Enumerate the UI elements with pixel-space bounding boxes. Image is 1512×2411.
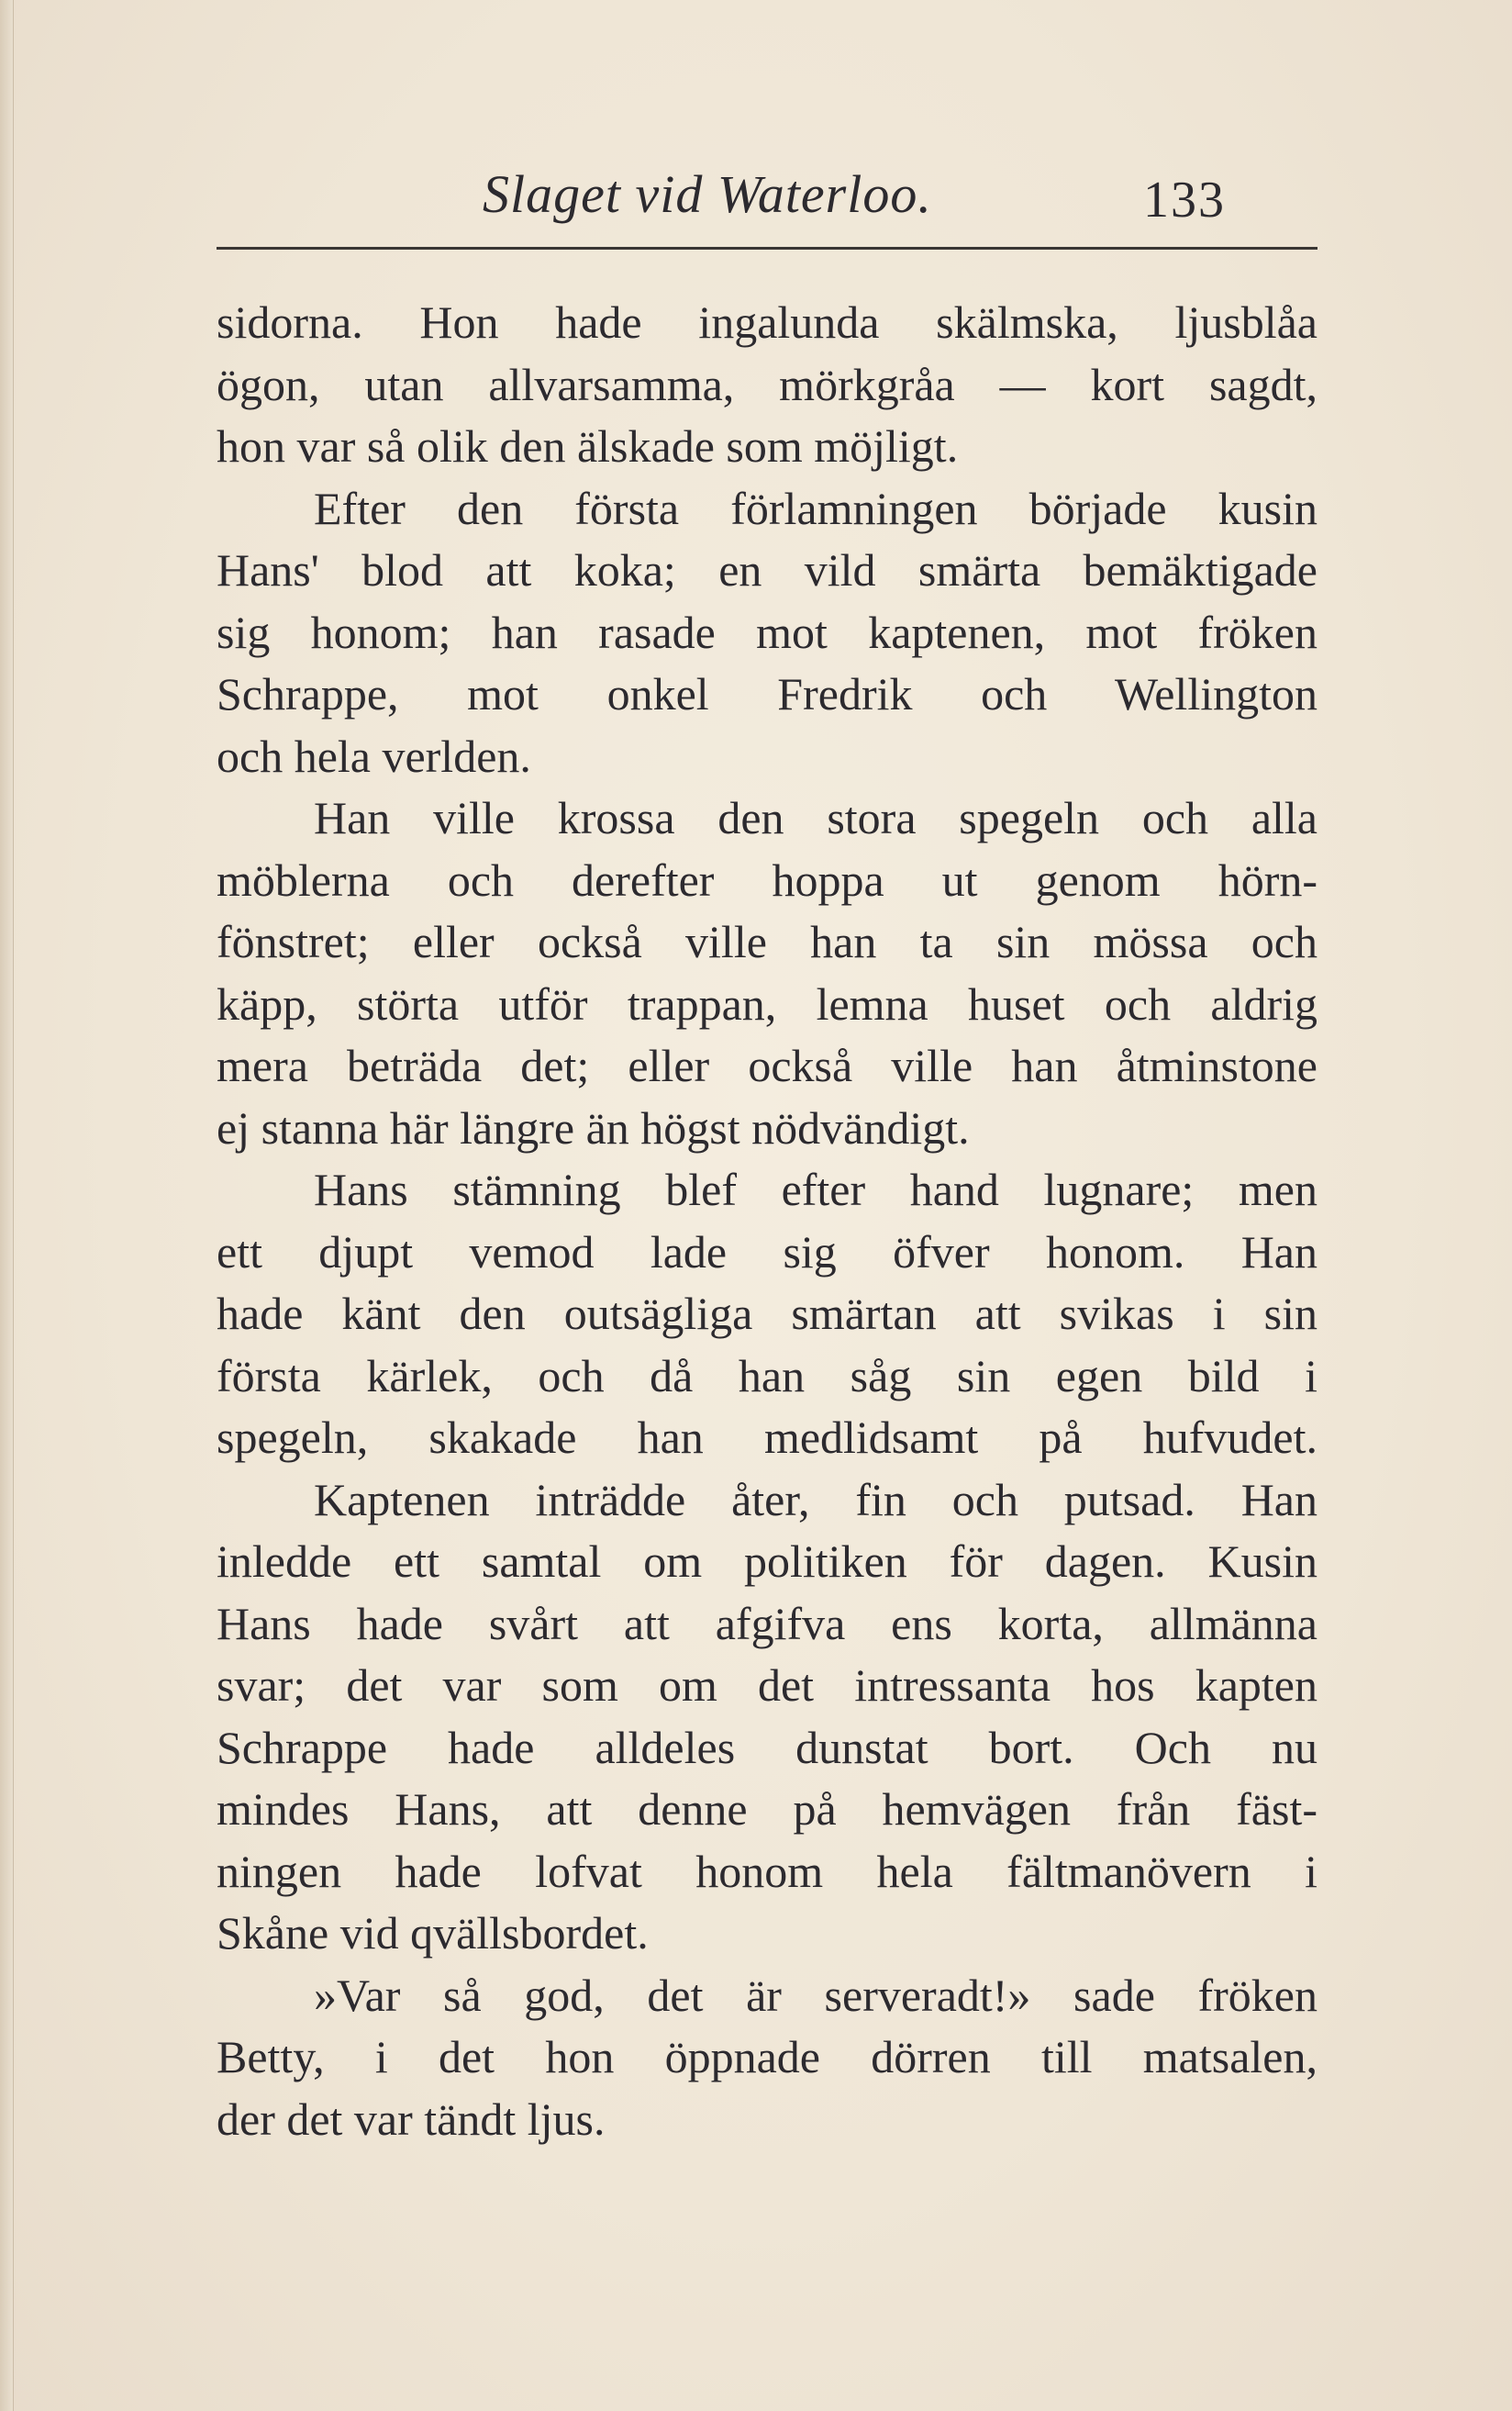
page-binding-edge [0, 0, 14, 2411]
text-line: Hans hade svårt att afgifva ens korta, allmänna [217, 1597, 1317, 1649]
text-line: ett djupt vemod lade sig öfver honom. Han [217, 1225, 1317, 1278]
text-line: sig honom; han rasade mot kaptenen, mot fröken [217, 606, 1317, 658]
text-line: och hela verlden. [217, 730, 531, 782]
text-line: Efter den första förlamningen började kusin [314, 482, 1317, 534]
running-head [217, 156, 1317, 239]
text-line: sidorna. Hon hade ingalunda skälmska, ljusblåa [217, 296, 1317, 348]
text-line: ögon, utan allvarsamma, mörkgråa — kort sagdt, [217, 358, 1317, 410]
text-line: mindes Hans, att denne på hemvägen från fäst- [217, 1783, 1317, 1835]
text-line: käpp, störta utför trappan, lemna huset och aldrig [217, 977, 1317, 1030]
text-line: spegeln, skakade han medlidsamt på hufvudet. [217, 1412, 1317, 1463]
text-line: Kaptenen inträdde åter, fin och putsad. Han [314, 1473, 1317, 1525]
text-line: Schrappe, mot onkel Fredrik och Wellington [217, 668, 1317, 720]
page-number: 133 [1143, 172, 1226, 229]
text-line: mera beträda det; eller också ville han åtminstone [217, 1040, 1317, 1091]
text-line: inledde ett samtal om politiken för dagen. Kusin [217, 1535, 1317, 1587]
text-line: Han ville krossa den stora spegeln och alla [314, 792, 1317, 843]
text-line: svar; det var som om det intressanta hos kapten [217, 1659, 1317, 1711]
text-line: Skåne vid qvällsbordet. [217, 1907, 649, 1959]
body-text [217, 292, 1317, 2150]
running-title: Slaget vid Waterloo. [483, 164, 932, 224]
text-line: Betty, i det hon öppnade dörren till matsalen, [217, 2031, 1317, 2082]
text-line: ningen hade lofvat honom hela fältmanövern i [217, 1845, 1317, 1897]
text-line: Hans stämning blef efter hand lugnare; men [314, 1164, 1317, 1215]
text-line: Hans' blod att koka; en vild smärta bemäktigade [217, 544, 1317, 596]
text-line: hon var så olik den älskade som möjligt. [217, 420, 959, 472]
text-line: möblerna och derefter hoppa ut genom hörn- [217, 854, 1317, 906]
text-line: »Var så god, det är serveradt!» sade fröken [314, 1969, 1317, 2021]
text-line: första kärlek, och då han såg sin egen bild i [217, 1349, 1317, 1401]
text-line: ej stanna här längre än högst nödvändigt. [217, 1101, 970, 1154]
text-line: hade känt den outsägliga smärtan att svikas i sin [217, 1288, 1317, 1339]
header-rule [217, 247, 1317, 250]
text-line: fönstret; eller också ville han ta sin mössa och [217, 916, 1317, 967]
text-line: der det var tändt ljus. [217, 2093, 606, 2145]
text-line: Schrappe hade alldeles dunstat bort. Och nu [217, 1721, 1317, 1773]
